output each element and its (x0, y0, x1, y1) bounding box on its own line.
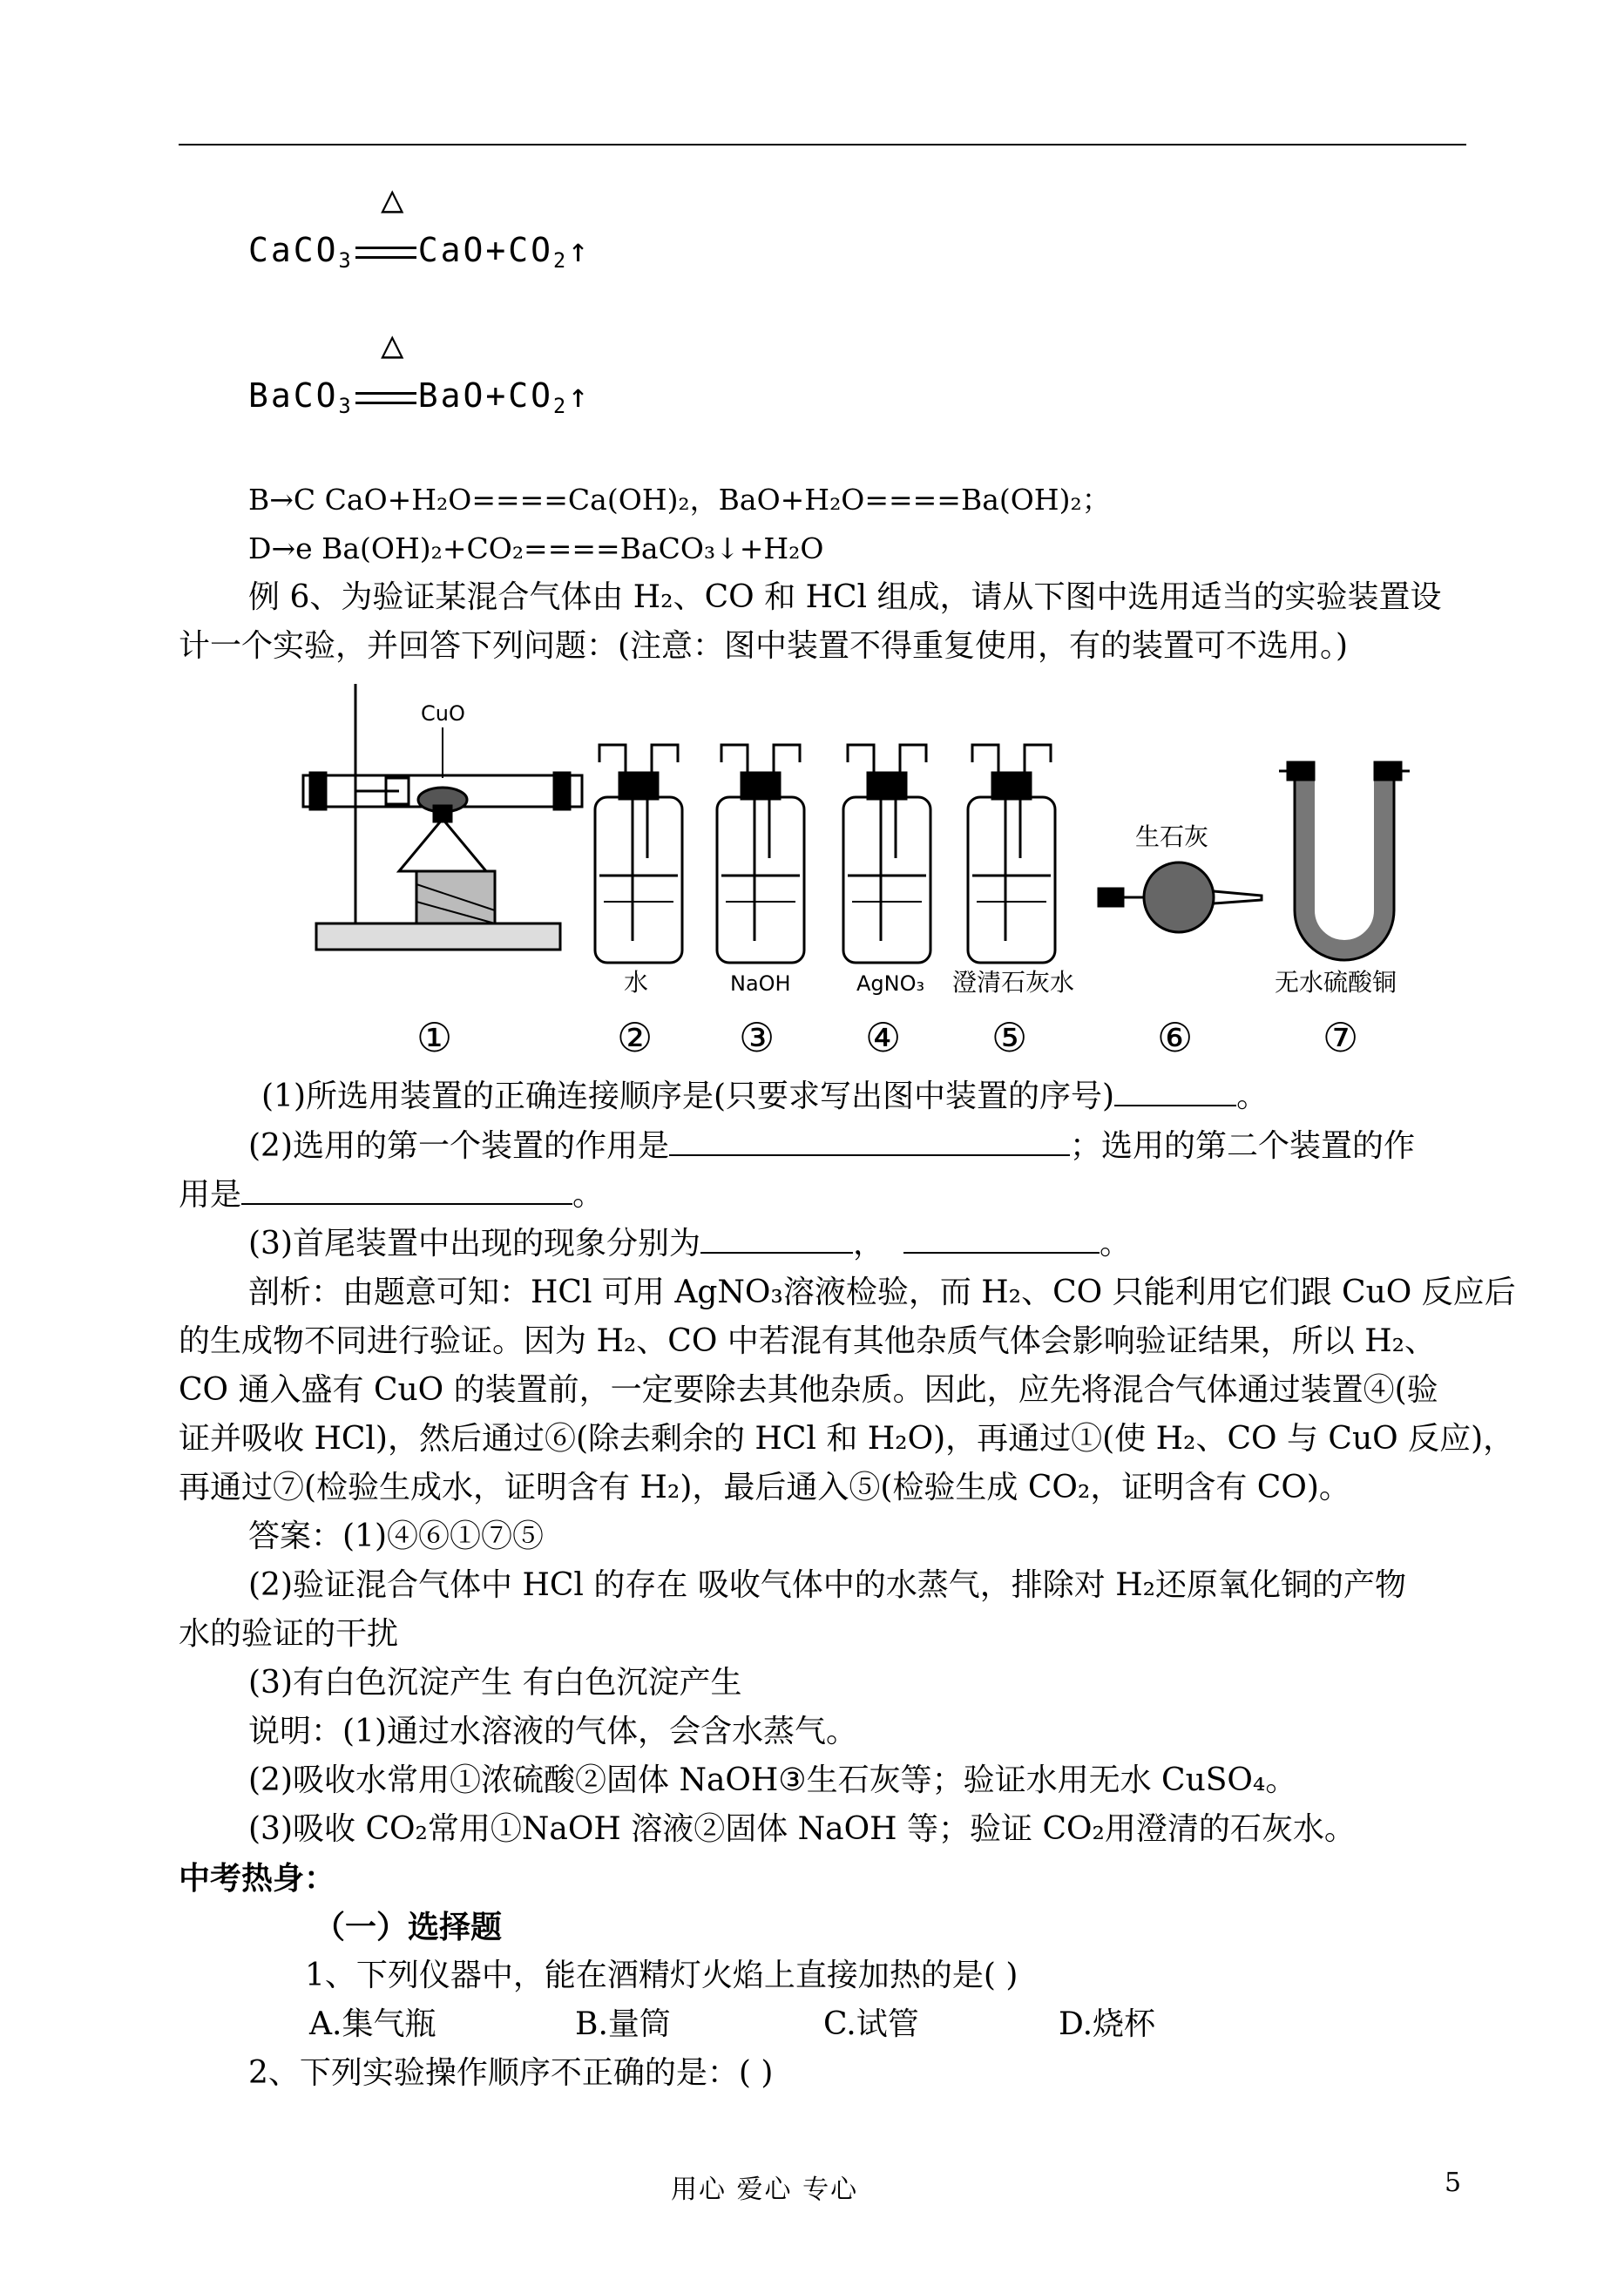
apparatus-2 (595, 745, 682, 963)
answer-blank[interactable] (669, 1128, 1070, 1156)
heat-triangle: △ (381, 322, 404, 367)
footer-text: 用心 爱心 专心 (671, 2175, 859, 2205)
heat-triangle: △ (381, 177, 404, 221)
apparatus-6 (1099, 862, 1262, 932)
mc-option-b: B.量筒 (575, 2006, 671, 2042)
apparatus-7 (1279, 762, 1410, 960)
question-1: (1)所选用装置的正确连接顺序是(只要求写出图中装置的序号) 。 (261, 1079, 1269, 1114)
note-line: 说明：(1)通过水溶液的气体，会含水蒸气。 (248, 1714, 857, 1749)
number-1: ① (416, 1014, 453, 1061)
mc-option-d: D.烧杯 (1059, 2006, 1156, 2042)
double-line (355, 247, 416, 259)
answer-line: 水的验证的干扰 (179, 1616, 399, 1652)
question-2-cont: 用是 。 (179, 1177, 605, 1213)
apparatus-5 (968, 745, 1055, 963)
number-5: ⑤ (991, 1014, 1028, 1061)
number-2: ② (617, 1014, 653, 1061)
double-line (355, 392, 416, 404)
section-heading: 中考热身： (179, 1860, 336, 1897)
analysis-line: CO 通入盛有 CuO 的装置前，一定要除去其他杂质。因此，应先将混合气体通过装置④(验 (179, 1372, 1438, 1408)
number-3: ③ (739, 1014, 775, 1061)
text-line: D→e Ba(OH)₂+CO₂====BaCO₃↓+H₂O (248, 531, 824, 565)
apparatus-3 (717, 745, 804, 963)
equation-caco3: △ CaCO$_3$ $CaO+CO_2↑$ (248, 177, 592, 274)
label-limewater: 澄清石灰水 (952, 968, 1075, 997)
answer-line: 答案：(1)④⑥①⑦⑤ (248, 1519, 544, 1554)
mc-question-1: 1、下列仪器中，能在酒精灯火焰上直接加热的是( ) (305, 1958, 1018, 1993)
header-rule (179, 144, 1466, 145)
equation-baco3: △ BaCO$_3$ $BaO+CO_2↑$ (248, 322, 592, 419)
apparatus-figure (286, 675, 1410, 1063)
page-number: 5 (1445, 2168, 1462, 2198)
mc-question-2: 2、下列实验操作顺序不正确的是：( ) (248, 2055, 774, 2091)
subsection-heading: （一）选择题 (314, 1909, 503, 1945)
text-line: 例 6、为验证某混合气体由 H₂、CO 和 HCl 组成，请从下图中选用适当的实验装置设 (248, 579, 1442, 615)
apparatus-4 (843, 745, 930, 963)
question-3: (3)首尾装置中出现的现象分别为 ， 。 (248, 1226, 1132, 1261)
question-2: (2)选用的第一个装置的作用是 ；选用的第二个装置的作 (248, 1128, 1416, 1164)
mc-option-a: A.集气瓶 (309, 2006, 436, 2042)
analysis-line: 再通过⑦(检验生成水，证明含有 H₂)，最后通入⑤(检验生成 CO₂，证明含有 CO)。 (179, 1470, 1350, 1505)
answer-line: (3)有白色沉淀产生 有白色沉淀产生 (248, 1665, 742, 1701)
mc-option-c: C.试管 (823, 2006, 919, 2042)
label-cuo: CuO (421, 701, 465, 726)
answer-blank[interactable] (241, 1177, 572, 1205)
label-naoh: NaOH (730, 971, 791, 996)
number-7: ⑦ (1323, 1014, 1359, 1061)
answer-blank[interactable] (700, 1226, 853, 1254)
label-agno3: AgNO₃ (856, 971, 925, 996)
label-quicklime: 生石灰 (1135, 822, 1209, 851)
label-water: 水 (624, 968, 649, 997)
analysis-line: 的生成物不同进行验证。因为 H₂、CO 中若混有其他杂质气体会影响验证结果，所以 H₂、 (179, 1323, 1437, 1359)
analysis-line: 剖析：由题意可知：HCl 可用 AgNO₃溶液检验，而 H₂、CO 只能利用它们跟 CuO 反应后 (248, 1275, 1516, 1310)
text-line: B→C CaO+H₂O====Ca(OH)₂，BaO+H₂O====Ba(OH)₂； (248, 483, 1111, 517)
analysis-line: 证并吸收 HCl)，然后通过⑥(除去剩余的 HCl 和 H₂O)，再通过①(使 H₂、CO 与 CuO 反应)， (179, 1421, 1515, 1457)
text-line: 计一个实验，并回答下列问题：(注意：图中装置不得重复使用，有的装置可不选用。) (179, 628, 1349, 664)
answer-blank[interactable] (1114, 1079, 1236, 1106)
answer-line: (2)验证混合气体中 HCl 的存在 吸收气体中的水蒸气，排除对 H₂还原氧化铜的产物 (248, 1567, 1407, 1603)
number-4: ④ (865, 1014, 902, 1061)
note-line: (2)吸收水常用①浓硫酸②固体 NaOH③生石灰等；验证水用无水 CuSO₄。 (248, 1762, 1297, 1798)
label-cuso4: 无水硫酸铜 (1275, 968, 1397, 997)
number-6: ⑥ (1157, 1014, 1194, 1061)
answer-blank[interactable] (903, 1226, 1100, 1254)
note-line: (3)吸收 CO₂常用①NaOH 溶液②固体 NaOH 等；验证 CO₂用澄清的石灰水。 (248, 1811, 1356, 1847)
